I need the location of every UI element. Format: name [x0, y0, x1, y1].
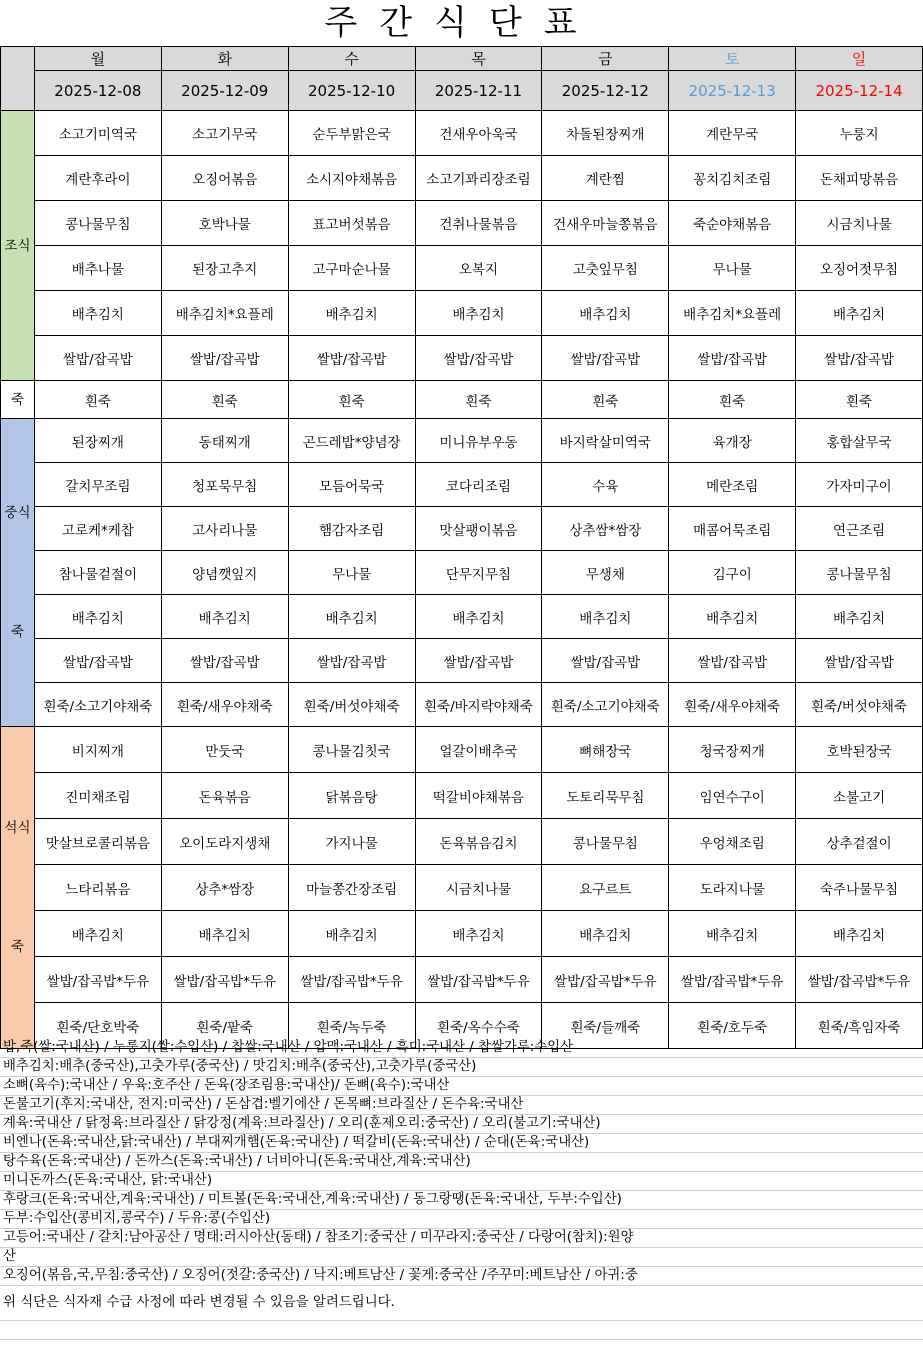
- origin-line: 탕수육(돈육:국내산) / 돈까스(돈육:국내산) / 너비아니(돈육:국내산,계육:국내산): [0, 1153, 923, 1172]
- origin-line: 후랑크(돈육:국내산,계육:국내산) / 미트볼(돈육:국내산,계육:국내산) / 동그랑땡(돈육:국내산, 두부:수입산): [0, 1191, 923, 1210]
- porridge-item: 흰죽: [415, 381, 542, 419]
- menu-item: 모듬어묵국: [288, 463, 415, 507]
- menu-item: 꽁치김치조림: [669, 156, 796, 201]
- day-header: 월: [34, 47, 161, 71]
- menu-item: 홍합살무국: [796, 419, 923, 463]
- menu-item: 오이도라지생채: [161, 819, 288, 865]
- menu-item: 무나물: [669, 246, 796, 291]
- date-header: 2025-12-08: [34, 71, 161, 111]
- menu-item: 참나물겉절이: [34, 551, 161, 595]
- origin-line: 소뼈(육수):국내산 / 우육:호주산 / 돈육(장조림용:국내산)/ 돈뼈(육수):국내산: [0, 1077, 923, 1096]
- porridge-item: 흰죽/바지락야채죽: [415, 683, 542, 727]
- menu-item: 호박된장국: [796, 727, 923, 773]
- day-header-saturday: 토: [669, 47, 796, 71]
- meal-label: 석식: [4, 820, 31, 836]
- menu-item: 가지나물: [288, 819, 415, 865]
- menu-item: 닭볶음탕: [288, 773, 415, 819]
- menu-item: 임연수구이: [669, 773, 796, 819]
- menu-item: 쌀밥/잡곡밥: [669, 639, 796, 683]
- date-header-row: [1, 71, 923, 111]
- blank-line: [0, 1321, 923, 1340]
- origin-line: 오징어(볶음,국,무침:중국산) / 오징어(젓갈:중국산) / 낙지:베트남산 / 꽃게:중국산 /주꾸미:베트남산 / 아귀:중: [0, 1267, 923, 1286]
- menu-item: 얼갈이배추국: [415, 727, 542, 773]
- menu-item: 배추김치: [542, 595, 669, 639]
- menu-item: 쌀밥/잡곡밥*두유: [415, 957, 542, 1003]
- menu-item: 소시지야채볶음: [288, 156, 415, 201]
- porridge-item: 흰죽/소고기야채죽: [34, 683, 161, 727]
- menu-item: 표고버섯볶음: [288, 201, 415, 246]
- menu-item: 건새우마늘쫑볶음: [542, 201, 669, 246]
- lunch-row: [1, 639, 923, 683]
- porridge-item: 흰죽: [669, 381, 796, 419]
- menu-item: 떡갈비야채볶음: [415, 773, 542, 819]
- menu-item: 갈치무조림: [34, 463, 161, 507]
- menu-item: 도토리묵무침: [542, 773, 669, 819]
- menu-item: 콩나물무침: [34, 201, 161, 246]
- menu-item: 연근조림: [796, 507, 923, 551]
- menu-item: 누룽지: [796, 111, 923, 156]
- weekly-menu-table: [0, 46, 923, 1049]
- menu-item: 배추나물: [34, 246, 161, 291]
- lunch-row: [1, 595, 923, 639]
- origin-line: 비엔나(돈육:국내산,닭:국내산) / 부대찌개햄(돈육:국내산) / 떡갈비(돈육:국내산) / 순대(돈육:국내산): [0, 1134, 923, 1153]
- menu-item: 쌀밥/잡곡밥: [288, 639, 415, 683]
- menu-item: 고로케*케찹: [34, 507, 161, 551]
- porridge-item: 흰죽/들깨죽: [542, 1003, 669, 1049]
- menu-item: 배추김치: [161, 911, 288, 957]
- menu-item: 오징어볶음: [161, 156, 288, 201]
- breakfast-row: [1, 291, 923, 336]
- menu-item: 맛살브로콜리볶음: [34, 819, 161, 865]
- origin-line: 고등어:국내산 / 갈치:남아공산 / 명태:러시아산(동태) / 참조기:중국산 / 미꾸라지:중국산 / 다랑어(참치):원양: [0, 1229, 923, 1248]
- day-header: 화: [161, 47, 288, 71]
- menu-item: 쌀밥/잡곡밥*두유: [161, 957, 288, 1003]
- porridge-item: 흰죽/단호박죽: [34, 1003, 161, 1049]
- menu-item: 고춧잎무침: [542, 246, 669, 291]
- porridge-item: 흰죽: [542, 381, 669, 419]
- menu-item: 비지찌개: [34, 727, 161, 773]
- breakfast_porridge-row: [1, 381, 923, 419]
- day-header: 목: [415, 47, 542, 71]
- menu-item: 쌀밥/잡곡밥: [161, 639, 288, 683]
- menu-item: 상추쌈*쌈장: [542, 507, 669, 551]
- menu-item: 콩나물무침: [542, 819, 669, 865]
- porridge-item: 흰죽/버섯야채죽: [288, 683, 415, 727]
- menu-item: 쌀밥/잡곡밥*두유: [796, 957, 923, 1003]
- porridge-item: 흰죽/팥죽: [161, 1003, 288, 1049]
- menu-item: 시금치나물: [796, 201, 923, 246]
- origin-info: [0, 1039, 923, 1353]
- origin-line: 미니돈까스(돈육:국내산, 닭:국내산): [0, 1172, 923, 1191]
- menu-item: 진미채조림: [34, 773, 161, 819]
- page-title: 주간식단표: [324, 3, 599, 43]
- menu-item: 배추김치: [288, 595, 415, 639]
- menu-item: 도라지나물: [669, 865, 796, 911]
- menu-item: 만둣국: [161, 727, 288, 773]
- menu-item: 오징어젓무침: [796, 246, 923, 291]
- menu-item: 콩나물김칫국: [288, 727, 415, 773]
- header-corner: [1, 47, 35, 111]
- menu-item: 쌀밥/잡곡밥: [669, 336, 796, 381]
- menu-item: 배추김치: [415, 911, 542, 957]
- date-header: 2025-12-11: [415, 71, 542, 111]
- menu-item: 시금치나물: [415, 865, 542, 911]
- menu-item: 햄감자조림: [288, 507, 415, 551]
- menu-item: 수육: [542, 463, 669, 507]
- breakfast-row: [1, 201, 923, 246]
- menu-item: 고사리나물: [161, 507, 288, 551]
- menu-item: 죽순야채볶음: [669, 201, 796, 246]
- origin-line: 계육:국내산 / 닭정육:브라질산 / 닭강정(계육:브라질산) / 오리(훈제오리:중국산) / 오리(불고기:국내산): [0, 1115, 923, 1134]
- menu-item: 육개장: [669, 419, 796, 463]
- date-header: 2025-12-12: [542, 71, 669, 111]
- label-spacer: [1, 525, 34, 620]
- menu-item: 순두부맑은국: [288, 111, 415, 156]
- lunch-row: [1, 463, 923, 507]
- dinner-row: [1, 865, 923, 911]
- menu-item: 요구르트: [542, 865, 669, 911]
- menu-item: 쌀밥/잡곡밥*두유: [34, 957, 161, 1003]
- day-header: 금: [542, 47, 669, 71]
- menu-item: 쌀밥/잡곡밥: [542, 639, 669, 683]
- porridge-item: 흰죽/흑임자죽: [796, 1003, 923, 1049]
- menu-item: 바지락살미역국: [542, 419, 669, 463]
- menu-item: 쌀밥/잡곡밥: [34, 639, 161, 683]
- day-header: 수: [288, 47, 415, 71]
- menu-item: 배추김치: [34, 911, 161, 957]
- menu-item: 계란후라이: [34, 156, 161, 201]
- porridge-item: 흰죽/소고기야채죽: [542, 683, 669, 727]
- menu-item: 가자미구이: [796, 463, 923, 507]
- origin-line: 밥,죽(쌀:국내산) / 누룽지(쌀:수입산) / 찹쌀:국내산 / 압맥:국내산 / 흑미:국내산 / 찹쌀가루:수입산: [0, 1039, 923, 1058]
- menu-item: 맛살팽이볶음: [415, 507, 542, 551]
- menu-item: 배추김치: [542, 291, 669, 336]
- menu-item: 곤드레밥*양념장: [288, 419, 415, 463]
- menu-item: 소고기꽈리장조림: [415, 156, 542, 201]
- menu-item: 차돌된장찌개: [542, 111, 669, 156]
- menu-item: 배추김치: [796, 595, 923, 639]
- menu-item: 쌀밥/잡곡밥*두유: [288, 957, 415, 1003]
- menu-item: 오복지: [415, 246, 542, 291]
- menu-item: 상추*쌈장: [161, 865, 288, 911]
- porridge-item: 흰죽: [161, 381, 288, 419]
- breakfast-row: [1, 156, 923, 201]
- menu-item: 배추김치*요플레: [669, 291, 796, 336]
- date-header-saturday: 2025-12-13: [669, 71, 796, 111]
- lunch-row: [1, 507, 923, 551]
- porridge-item: 흰죽/새우야채죽: [669, 683, 796, 727]
- meal-label: 중식: [4, 505, 31, 521]
- menu-item: 배추김치: [542, 911, 669, 957]
- porridge-item: 흰죽/호두죽: [669, 1003, 796, 1049]
- menu-item: 배추김치: [669, 911, 796, 957]
- menu-item: 계란찜: [542, 156, 669, 201]
- date-header-sunday: 2025-12-14: [796, 71, 923, 111]
- porridge-item: 흰죽: [34, 381, 161, 419]
- menu-item: 쌀밥/잡곡밥: [415, 639, 542, 683]
- menu-item: 상추겉절이: [796, 819, 923, 865]
- menu-item: 청포묵무침: [161, 463, 288, 507]
- porridge-item: 흰죽: [796, 381, 923, 419]
- date-header: 2025-12-09: [161, 71, 288, 111]
- menu-item: 메란조림: [669, 463, 796, 507]
- lunch_porridge-row: [1, 683, 923, 727]
- menu-item: 된장고추지: [161, 246, 288, 291]
- lunch-row: [1, 551, 923, 595]
- menu-item: 소고기무국: [161, 111, 288, 156]
- menu-item: 미니유부우동: [415, 419, 542, 463]
- breakfast-row: [1, 111, 923, 156]
- porridge-item: 흰죽/새우야채죽: [161, 683, 288, 727]
- lunch-label-cell: [1, 419, 35, 727]
- menu-item: 김구이: [669, 551, 796, 595]
- lunch-row: [1, 419, 923, 463]
- menu-item: 양념깻잎지: [161, 551, 288, 595]
- breakfast-row: [1, 336, 923, 381]
- menu-item: 돈육볶음: [161, 773, 288, 819]
- menu-item: 배추김치: [161, 595, 288, 639]
- menu-item: 배추김치*요플레: [161, 291, 288, 336]
- menu-item: 쌀밥/잡곡밥: [796, 639, 923, 683]
- menu-item: 배추김치: [796, 911, 923, 957]
- menu-item: 배추김치: [415, 595, 542, 639]
- menu-item: 돈육볶음김치: [415, 819, 542, 865]
- menu-item: 소불고기: [796, 773, 923, 819]
- menu-item: 쌀밥/잡곡밥*두유: [542, 957, 669, 1003]
- origin-line: 배추김치:배추(중국산),고춧가루(중국산) / 맛김치:배추(중국산),고춧가루(중국산): [0, 1058, 923, 1077]
- menu-item: 뼈해장국: [542, 727, 669, 773]
- dinner-row: [1, 911, 923, 957]
- label-spacer: [1, 840, 34, 935]
- dinner-row: [1, 819, 923, 865]
- menu-item: 배추김치: [288, 911, 415, 957]
- menu-item: 돈채피망볶음: [796, 156, 923, 201]
- menu-item: 계란무국: [669, 111, 796, 156]
- menu-item: 쌀밥/잡곡밥: [796, 336, 923, 381]
- porridge-label-cell: [1, 381, 35, 419]
- menu-item: 동태찌개: [161, 419, 288, 463]
- day-header-sunday: 일: [796, 47, 923, 71]
- meal-label: 죽: [10, 391, 24, 408]
- porridge-item: 흰죽/녹두죽: [288, 1003, 415, 1049]
- menu-item: 배추김치: [288, 291, 415, 336]
- menu-item: 매콤어묵조림: [669, 507, 796, 551]
- breakfast-label-cell: [1, 111, 35, 381]
- menu-item: 된장찌개: [34, 419, 161, 463]
- menu-item: 콩나물무침: [796, 551, 923, 595]
- origin-line: 두부:수입산(콩비지,콩국수) / 두유:콩(수입산): [0, 1210, 923, 1229]
- menu-item: 단무지무침: [415, 551, 542, 595]
- notice-text: 위 식단은 식자재 수급 사정에 따라 변경될 수 있음을 알려드립니다.: [0, 1286, 923, 1321]
- menu-item: 청국장찌개: [669, 727, 796, 773]
- meal-label: 죽: [10, 624, 24, 640]
- blank-line: [0, 1340, 923, 1353]
- menu-item: 건새우아욱국: [415, 111, 542, 156]
- day-header-row: [1, 47, 923, 71]
- menu-item: 호박나물: [161, 201, 288, 246]
- porridge-item: 흰죽: [288, 381, 415, 419]
- menu-item: 배추김치: [34, 291, 161, 336]
- menu-item: 쌀밥/잡곡밥*두유: [669, 957, 796, 1003]
- menu-item: 배추김치: [796, 291, 923, 336]
- meal-label: 죽: [10, 939, 24, 955]
- menu-item: 느타리볶음: [34, 865, 161, 911]
- menu-item: 우엉채조림: [669, 819, 796, 865]
- breakfast-row: [1, 246, 923, 291]
- porridge-item: 흰죽/버섯야채죽: [796, 683, 923, 727]
- dinner-row: [1, 773, 923, 819]
- dinner-label-cell: [1, 727, 35, 1049]
- date-header: 2025-12-10: [288, 71, 415, 111]
- menu-item: 무생채: [542, 551, 669, 595]
- menu-item: 쌀밥/잡곡밥: [542, 336, 669, 381]
- menu-item: 쌀밥/잡곡밥: [415, 336, 542, 381]
- menu-item: 코다리조림: [415, 463, 542, 507]
- menu-item: 고구마순나물: [288, 246, 415, 291]
- origin-line: 산: [0, 1248, 923, 1267]
- menu-item: 쌀밥/잡곡밥: [161, 336, 288, 381]
- menu-item: 소고기미역국: [34, 111, 161, 156]
- dinner-row: [1, 727, 923, 773]
- menu-item: 배추김치: [415, 291, 542, 336]
- menu-item: 쌀밥/잡곡밥: [288, 336, 415, 381]
- origin-line: 돈불고기(후지:국내산, 전지:미국산) / 돈삼겹:벨기에산 / 돈목뼈:브라질산 / 돈수육:국내산: [0, 1096, 923, 1115]
- dinner-row: [1, 957, 923, 1003]
- menu-item: 건취나물볶음: [415, 201, 542, 246]
- menu-item: 쌀밥/잡곡밥: [34, 336, 161, 381]
- menu-item: 무나물: [288, 551, 415, 595]
- meal-label: 조식: [4, 237, 31, 254]
- menu-item: 마늘쫑간장조림: [288, 865, 415, 911]
- porridge-item: 흰죽/옥수수죽: [415, 1003, 542, 1049]
- menu-item: 배추김치: [34, 595, 161, 639]
- menu-item: 배추김치: [669, 595, 796, 639]
- menu-item: 숙주나물무침: [796, 865, 923, 911]
